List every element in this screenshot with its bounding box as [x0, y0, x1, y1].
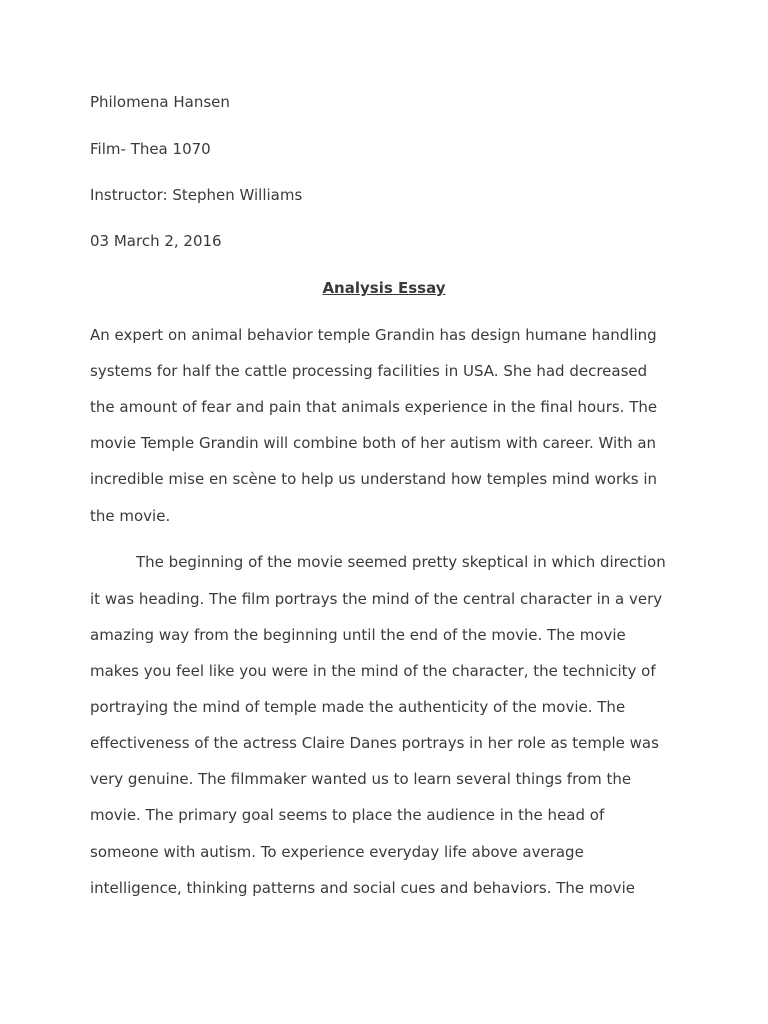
paragraph-1-line: the movie.	[90, 507, 171, 525]
paragraph-1-line: An expert on animal behavior temple Grandin has design humane handling	[90, 326, 657, 344]
paragraph-2-line: The beginning of the movie seemed pretty skeptical in which direction	[136, 553, 666, 571]
paragraph-1-line: incredible mise en scène to help us understand how temples mind works in	[90, 470, 658, 488]
author-name: Philomena Hansen	[90, 93, 230, 111]
paragraph-2-line: portraying the mind of temple made the authenticity of the movie. The	[90, 698, 626, 716]
essay-title: Analysis Essay	[322, 279, 446, 297]
paragraph-2-line: makes you feel like you were in the mind of the character, the technicity of	[90, 662, 656, 680]
essay-date: 03 March 2, 2016	[90, 232, 222, 250]
paragraph-2-line: intelligence, thinking patterns and social cues and behaviors. The movie	[90, 879, 635, 897]
instructor-name: Instructor: Stephen Williams	[90, 186, 303, 204]
paragraph-1-line: systems for half the cattle processing facilities in USA. She had decreased	[90, 362, 648, 380]
paragraph-1-line: movie Temple Grandin will combine both of her autism with career. With an	[90, 434, 657, 452]
paragraph-2-line: someone with autism. To experience everyday life above average	[90, 843, 584, 861]
paragraph-2-line: very genuine. The filmmaker wanted us to learn several things from the	[90, 770, 632, 788]
paragraph-2-line: effectiveness of the actress Claire Danes portrays in her role as temple was	[90, 734, 659, 752]
paragraph-1-line: the amount of fear and pain that animals experience in the final hours. The	[90, 398, 658, 416]
paragraph-2-line: amazing way from the beginning until the end of the movie. The movie	[90, 626, 626, 644]
course-name: Film- Thea 1070	[90, 140, 211, 158]
paragraph-2-line: movie. The primary goal seems to place the audience in the head of	[90, 806, 605, 824]
paragraph-2-line: it was heading. The film portrays the mind of the central character in a very	[90, 590, 663, 608]
